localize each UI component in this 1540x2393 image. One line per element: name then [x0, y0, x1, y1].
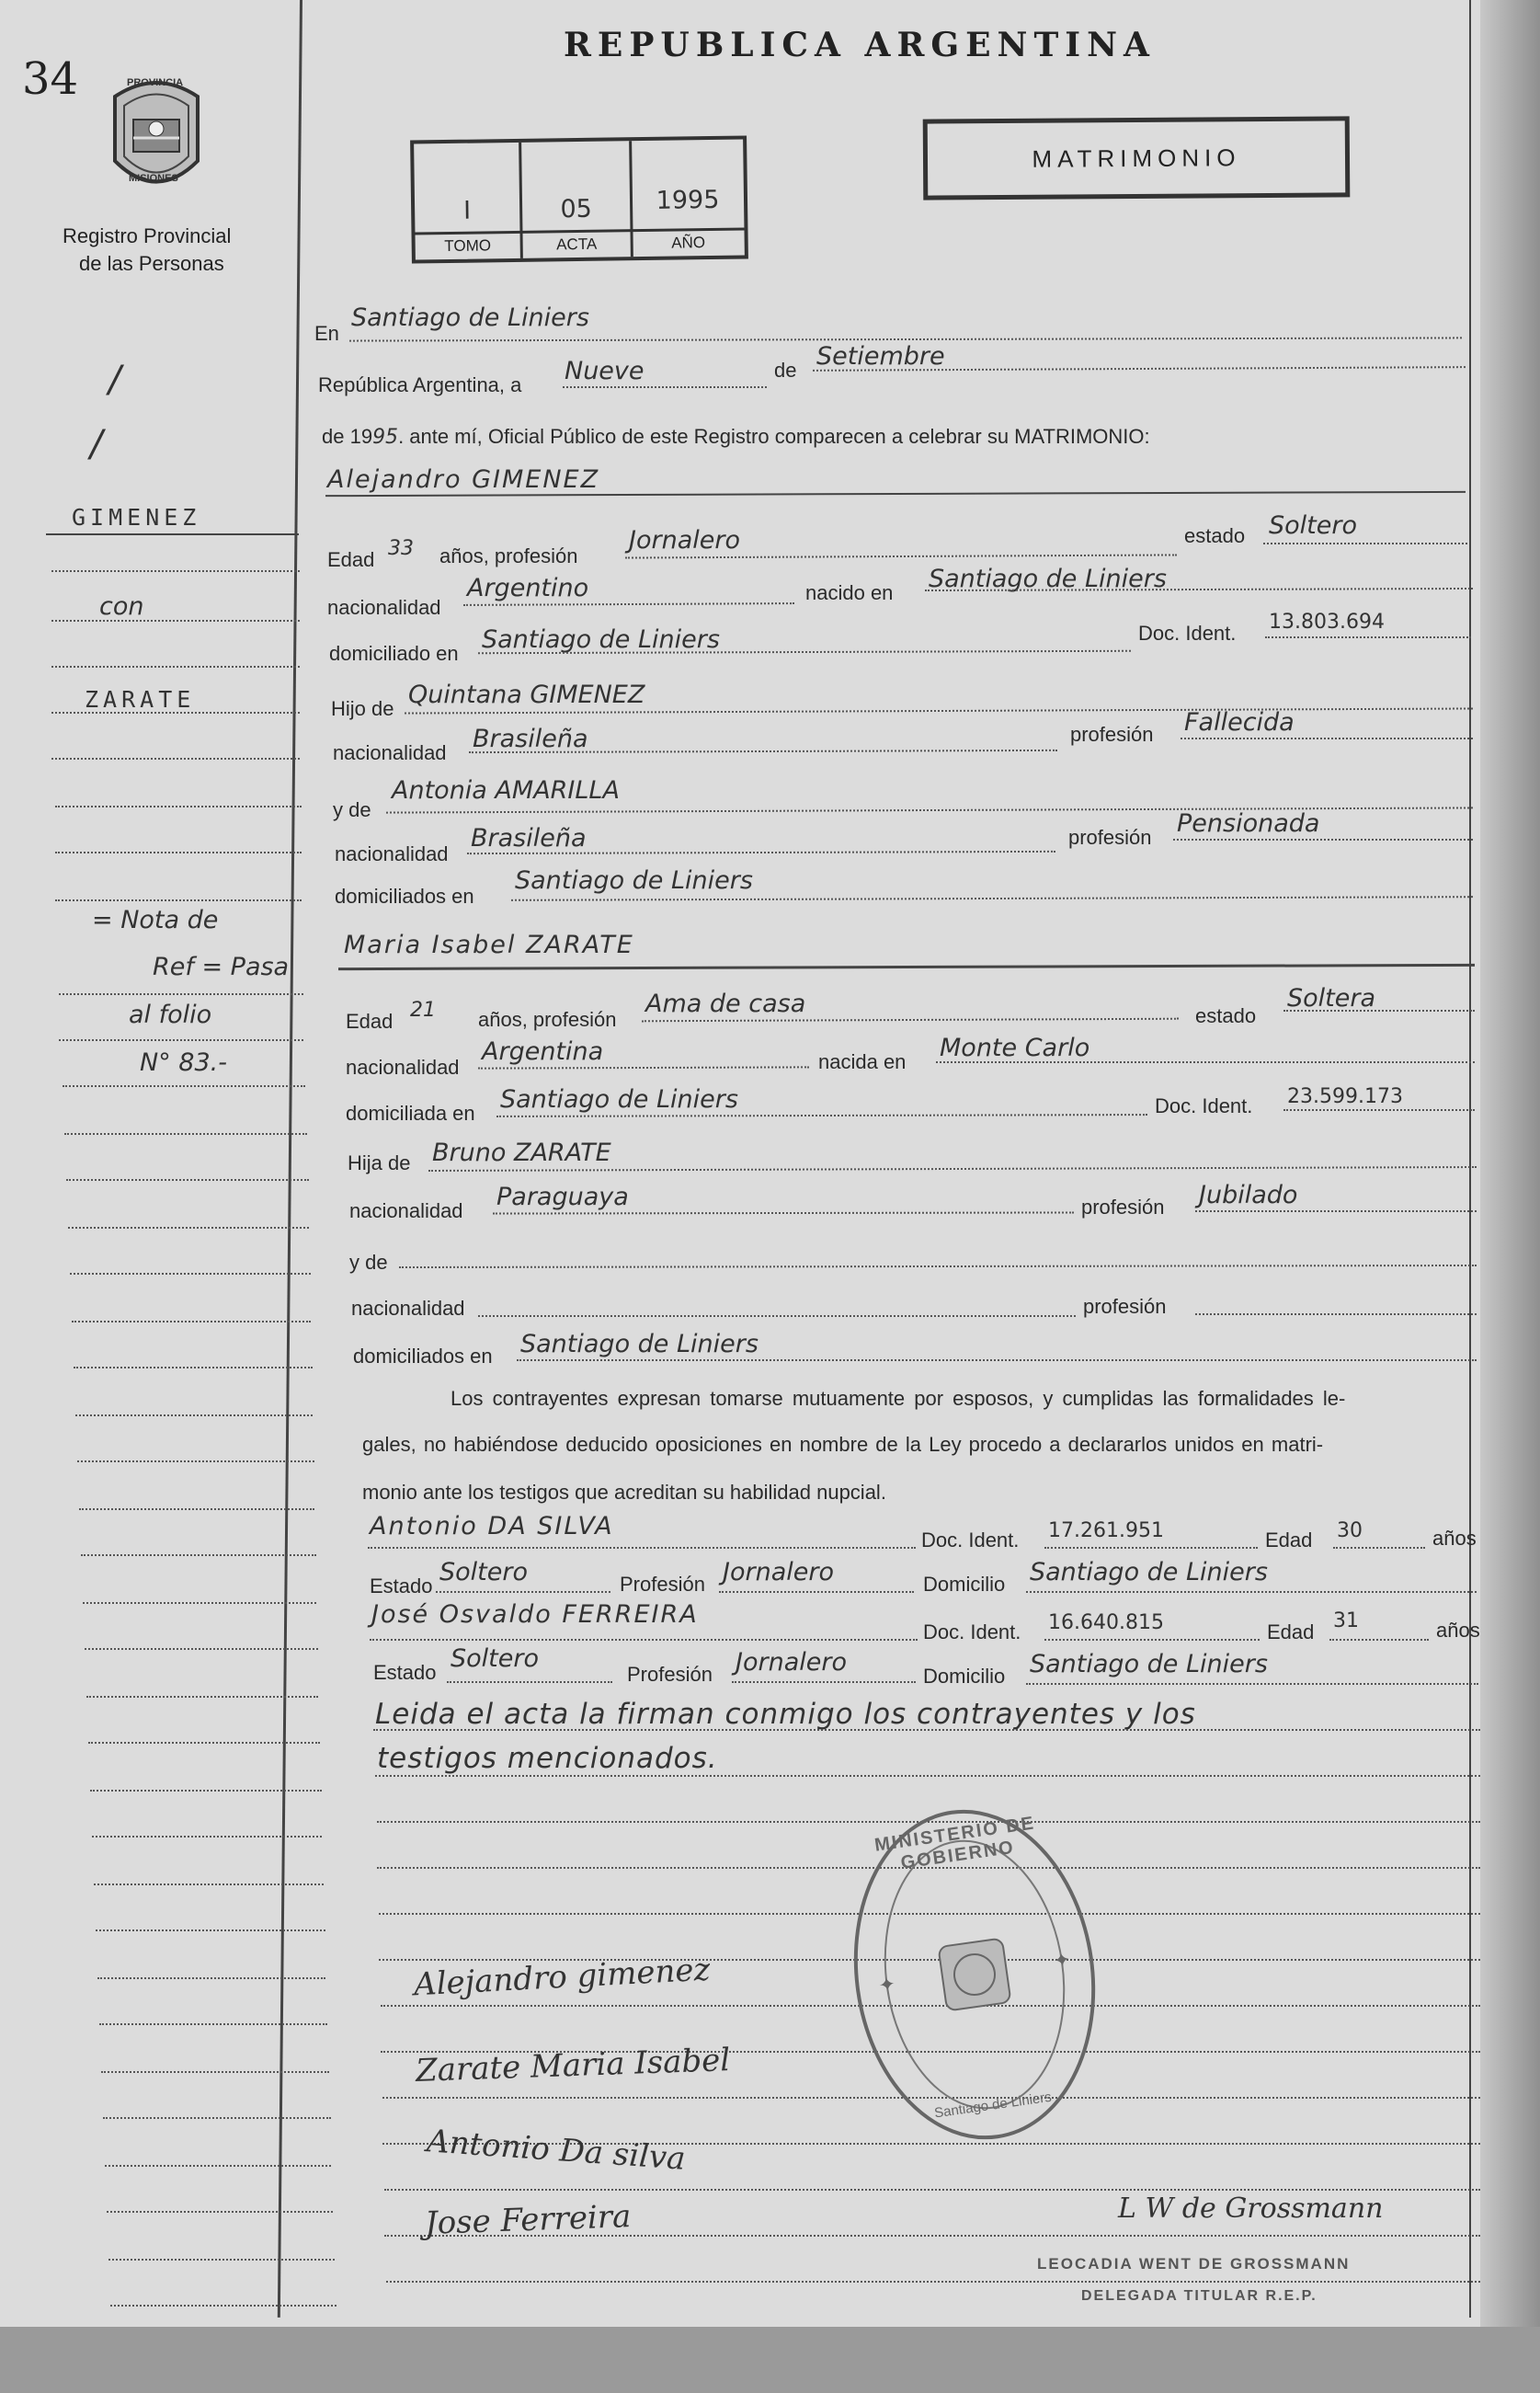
bride-estado-label: estado [1195, 1004, 1257, 1027]
groom-estado-label: estado [1184, 524, 1246, 547]
ano-value: 1995 [656, 185, 720, 215]
bride-father-prof: Jubilado [1199, 1181, 1298, 1209]
country-title: REPUBLICA ARGENTINA [564, 26, 1156, 64]
groom-domiciliado-label: domiciliado en [329, 642, 459, 665]
de-label: de [774, 359, 797, 382]
margin-tick2: / [90, 423, 103, 465]
bride-parents-dom-label: domiciliados en [353, 1345, 493, 1368]
bride-parents-domicile: Santiago de Liniers [520, 1330, 759, 1358]
doc-type-box [923, 116, 1351, 200]
groom-edad-label: Edad [327, 548, 375, 571]
groom-nationality: Argentino [467, 574, 589, 602]
signature-groom: Alejandro gimenez [413, 1951, 712, 2004]
republica-label: República Argentina, a [318, 373, 522, 396]
margin-surname1: GIMENEZ [72, 504, 201, 531]
seal-top-text: PROVINCIA [127, 77, 184, 88]
seal-bottom-text: MISIONES [129, 173, 178, 184]
tomo-value: I [462, 196, 472, 225]
groom-parents-domicile: Santiago de Liniers [515, 866, 753, 895]
bride-edad-label: Edad [346, 1010, 394, 1033]
witness2-domicile: Santiago de Liniers [1030, 1650, 1268, 1678]
witness1-doc: 17.261.951 [1048, 1519, 1164, 1542]
margin-note-line4: N° 83.- [140, 1048, 227, 1077]
groom-birthplace: Santiago de Liniers [929, 565, 1167, 593]
groom-profession: Jornalero [629, 526, 740, 555]
groom-mother-prof-label: profesión [1068, 826, 1152, 849]
groom-domicile: Santiago de Liniers [482, 625, 720, 654]
official-title: DELEGADA TITULAR R.E.P. [1081, 2288, 1318, 2304]
groom-doc-label: Doc. Ident. [1138, 622, 1237, 645]
registry-name-line1: Registro Provincial [63, 224, 232, 247]
margin-tick1: / [108, 359, 121, 401]
marriage-year-suffix: 95 [372, 426, 399, 449]
bride-domiciliada-label: domiciliada en [346, 1102, 475, 1125]
witness2-doc-label: Doc. Ident. [923, 1620, 1021, 1643]
bride-nationality: Argentina [482, 1037, 604, 1066]
closing-line1: Leida el acta la firman conmigo los contrayentes y los [375, 1698, 1196, 1731]
witness2-anos-label: años [1436, 1619, 1480, 1642]
witness2-edad-label: Edad [1267, 1620, 1315, 1643]
ano-label: AÑO [671, 234, 706, 252]
witness2-age: 31 [1333, 1609, 1359, 1632]
acta-label: ACTA [556, 235, 598, 254]
bride-doc-label: Doc. Ident. [1155, 1094, 1253, 1117]
witness2-prof-label: Profesión [627, 1663, 713, 1686]
bride-name-rule [338, 964, 1475, 970]
bride-mother-prof-label: profesión [1083, 1295, 1167, 1318]
witness2-doc: 16.640.815 [1048, 1611, 1164, 1634]
bride-prof-label: años, profesión [478, 1008, 617, 1031]
bride-hija-label: Hija de [348, 1151, 411, 1174]
groom-mother-nat-label: nacionalidad [335, 842, 449, 865]
witness1-name: Antonio DA SILVA [370, 1512, 614, 1540]
witness2-name: José Osvaldo FERREIRA [371, 1600, 699, 1629]
bride-father-nat: Paraguaya [496, 1183, 629, 1211]
official-name: LEOCADIA WENT DE GROSSMANN [1037, 2255, 1351, 2273]
margin-divider [278, 0, 302, 2318]
witness2-domicilio-label: Domicilio [923, 1665, 1006, 1688]
witness1-status: Soltero [439, 1558, 528, 1586]
doc-type-label: MATRIMONIO [1032, 143, 1241, 173]
de19-label: de 1995. ante mí, Oficial Público de este Registro comparecen a celebrar su MATRIMONIO: [322, 425, 1150, 449]
right-border [1469, 0, 1471, 2318]
bride-profession: Ama de casa [645, 990, 806, 1018]
svg-text:✦: ✦ [1052, 1948, 1072, 1974]
stamp-top-text: MINISTERIO DE GOBIERNO [873, 1813, 1037, 1873]
signature-witness2: Jose Ferreira [424, 2198, 632, 2242]
groom-status: Soltero [1269, 511, 1357, 540]
witness1-anos-label: años [1432, 1527, 1477, 1550]
witness2-profession: Jornalero [736, 1648, 847, 1677]
bride-nacida-label: nacida en [818, 1050, 907, 1073]
bottom-edge [0, 2327, 1540, 2393]
margin-con: con [99, 592, 144, 621]
witness1-prof-label: Profesión [620, 1573, 705, 1596]
bride-age: 21 [410, 999, 436, 1022]
bride-father: Bruno ZARATE [432, 1139, 611, 1167]
groom-nacido-label: nacido en [805, 581, 894, 604]
groom-father: Quintana GIMENEZ [408, 681, 645, 709]
closing-line2: testigos mencionados. [377, 1742, 718, 1775]
signature-witness1: Antonio Da silva [425, 2123, 687, 2178]
bride-mother-nat-label: nacionalidad [351, 1297, 465, 1320]
groom-father-prof-label: profesión [1070, 723, 1154, 746]
groom-mother: Antonia AMARILLA [392, 776, 620, 805]
groom-mother-prof: Pensionada [1177, 809, 1320, 838]
official-stamp [828, 1789, 1122, 2160]
groom-name: Alejandro GIMENEZ [327, 465, 600, 494]
marriage-day: Nueve [565, 357, 645, 385]
registry-name-line2: de las Personas [79, 252, 224, 275]
page-number: 34 [22, 53, 79, 105]
bride-status: Soltera [1287, 984, 1376, 1013]
witness1-doc-label: Doc. Ident. [921, 1529, 1020, 1551]
groom-age: 33 [388, 537, 414, 560]
stamp-bottom-text: Santiago de Liniers [933, 2089, 1053, 2122]
declaration-line3: monio ante los testigos que acreditan su habilidad nupcial. [362, 1481, 886, 1504]
witness2-status: Soltero [451, 1644, 539, 1673]
registry-box [410, 135, 748, 263]
margin-note-line1: = Nota de [92, 906, 219, 934]
bride-name: Maria Isabel ZARATE [344, 931, 634, 959]
witness1-profession: Jornalero [723, 1558, 834, 1586]
bride-nat-label: nacionalidad [346, 1056, 460, 1079]
margin-surname1-underline [46, 533, 299, 535]
groom-father-nat-label: nacionalidad [333, 741, 447, 764]
witness1-age: 30 [1337, 1519, 1363, 1542]
margin-note-line3: al folio [129, 1001, 212, 1029]
groom-hijo-label: Hijo de [331, 697, 394, 720]
margin-note-line2: Ref = Pasa [153, 953, 290, 981]
groom-parents-dom-label: domiciliados en [335, 885, 474, 908]
declaration-line2: gales, no habiéndose deducido oposiciones en nombre de la Ley procedo a declararlos unidos en matri- [362, 1433, 1324, 1456]
groom-mother-nat: Brasileña [471, 824, 587, 853]
marriage-place: Santiago de Liniers [351, 303, 589, 332]
bride-birthplace: Monte Carlo [940, 1034, 1090, 1062]
bride-father-prof-label: profesión [1081, 1196, 1165, 1219]
witness1-edad-label: Edad [1265, 1529, 1313, 1551]
groom-father-nat: Brasileña [473, 725, 588, 753]
binder-edge [1480, 0, 1540, 2393]
declaration-line1: Los contrayentes expresan tomarse mutuamente por esposos, y cumplidas las formalidades le- [451, 1387, 1346, 1410]
groom-nat-label: nacionalidad [327, 596, 441, 619]
witness1-estado-label: Estado [370, 1574, 433, 1597]
tomo-label: TOMO [444, 236, 492, 256]
witness2-estado-label: Estado [373, 1661, 437, 1684]
signature-official: L W de Grossmann [1118, 2193, 1384, 2225]
margin-surname2: ZARATE [85, 686, 196, 713]
bride-father-nat-label: nacionalidad [349, 1199, 463, 1222]
bride-domicile: Santiago de Liniers [500, 1085, 738, 1114]
groom-prof-label: años, profesión [439, 544, 578, 567]
marriage-month: Setiembre [816, 342, 945, 371]
bride-doc: 23.599.173 [1287, 1085, 1403, 1108]
bride-yde-label: y de [349, 1251, 388, 1274]
signature-bride: Zarate Maria Isabel [415, 2042, 731, 2090]
svg-text:✦: ✦ [877, 1973, 897, 1998]
groom-doc: 13.803.694 [1269, 611, 1385, 634]
groom-father-prof: Fallecida [1184, 708, 1295, 737]
witness1-domicile: Santiago de Liniers [1030, 1558, 1268, 1586]
acta-value: 05 [560, 194, 593, 224]
witness1-domicilio-label: Domicilio [923, 1573, 1006, 1596]
groom-yde-label: y de [333, 798, 371, 821]
en-label: En [314, 322, 339, 345]
